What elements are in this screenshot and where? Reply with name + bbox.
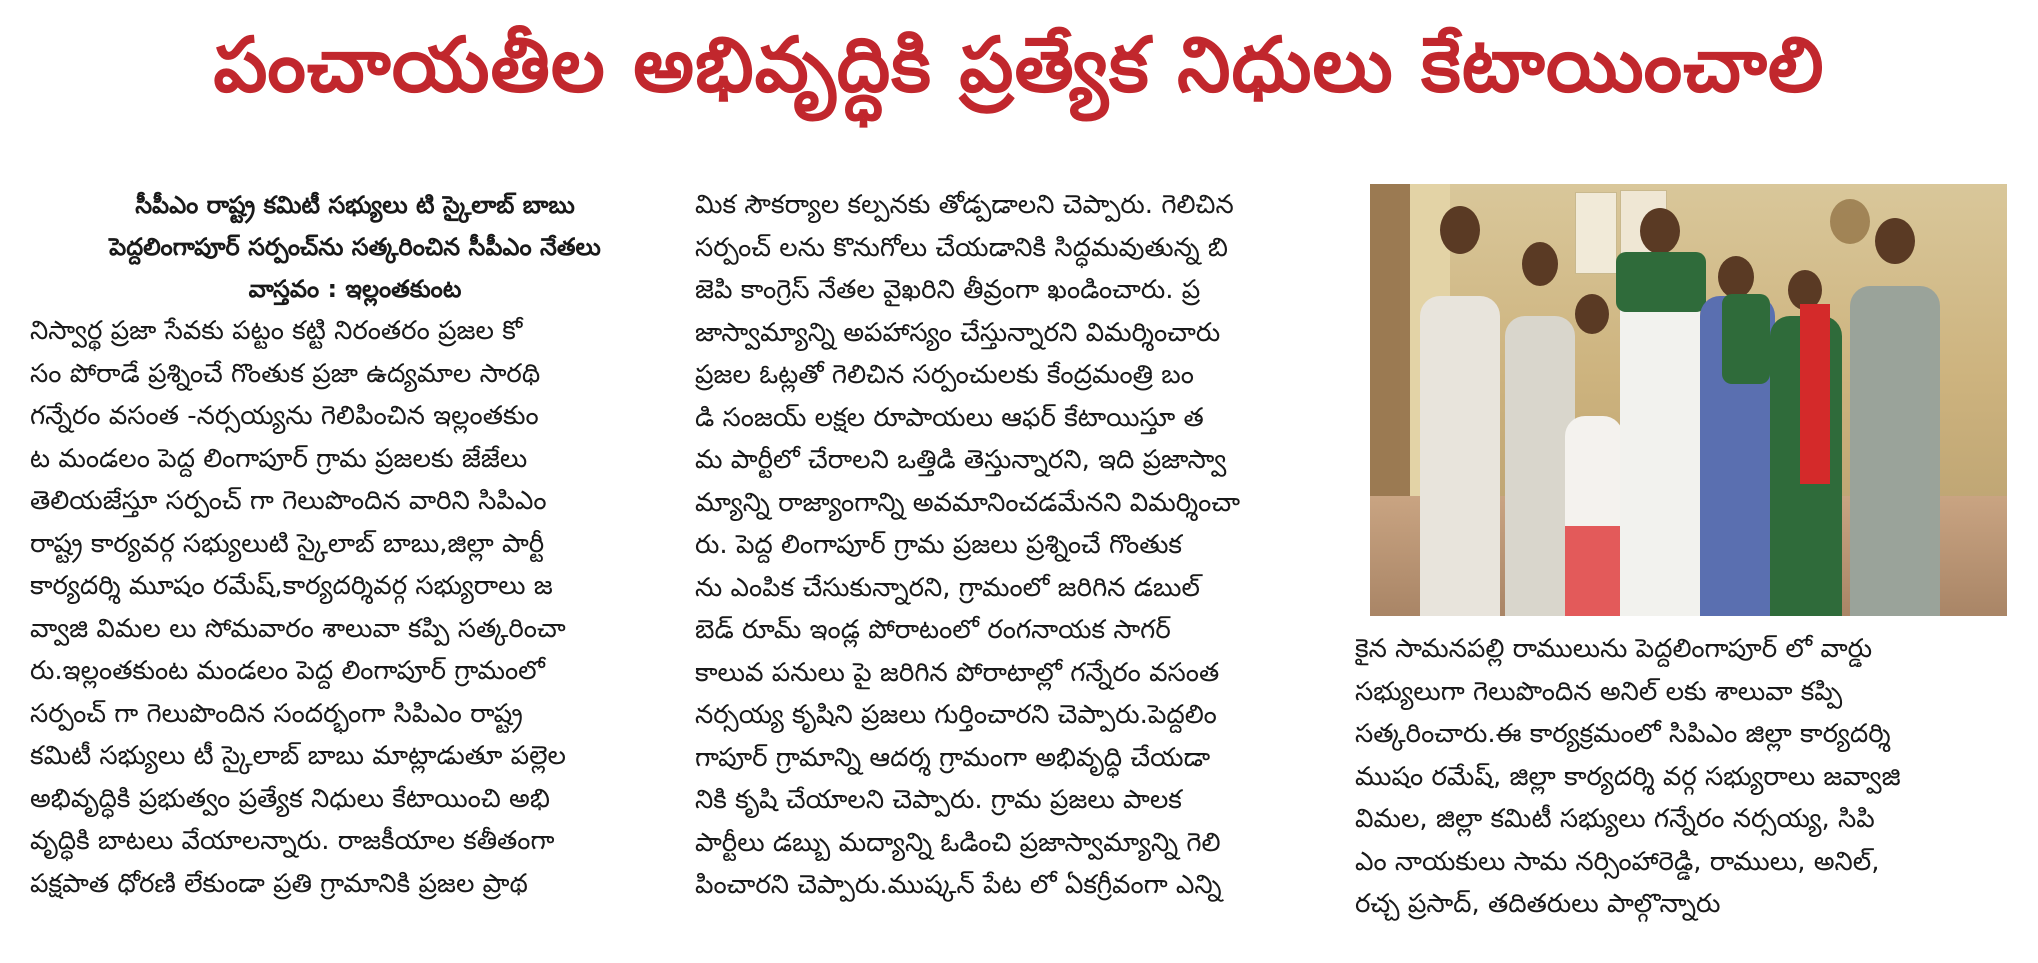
text-line: వ్వాజి విమల లు సోమవారం శాలువా కప్పి సత్కరించా — [30, 613, 566, 644]
text-line: మ పార్టీలో చేరాలని ఒత్తిడి తెస్తున్నారని, ఇది ప్రజాస్వా — [695, 445, 1227, 475]
photo-person — [1620, 276, 1700, 616]
photo-green-shawl — [1616, 252, 1706, 312]
text-line: ప్రజల ఓట్లతో గెలిచిన సర్పంచులకు కేంద్రమంత్రి బం — [695, 360, 1194, 390]
column-2 — [695, 184, 1335, 907]
text-line: పించారని చెప్పారు.ముష్కన్ పేట లో ఏకగ్రీవంగా ఎన్ని — [695, 870, 1222, 900]
text-line: రు.ఇల్లంతకుంట మండలం పెద్ద లింగాపూర్ గ్రామంలో — [30, 656, 545, 686]
text-line: పక్షపాత ధోరణి లేకుండా ప్రతి గ్రామానికి ప్రజల ప్రాథ — [30, 868, 528, 899]
text-line: సత్కరించారు.ఈ కార్యక్రమంలో సిపిఎం జిల్లా కార్యదర్శి — [1355, 719, 1891, 749]
text-line: ట మండలం పెద్ద లింగాపూర్ గ్రామ ప్రజలకు జేజేలు — [30, 443, 528, 474]
text-line: మిక సౌకర్యాల కల్పనకు తోడ్పడాలని చెప్పారు. గెలిచిన — [695, 190, 1234, 220]
photo-calendar — [1575, 192, 1617, 274]
photo-person — [1420, 296, 1500, 616]
text-line: వృద్ధికి బాటలు వేయాలన్నారు. రాజకీయాల కతీతంగా — [30, 826, 555, 856]
text-line: జాస్వామ్యాన్ని అపహాస్యం చేస్తున్నారని విమర్శించారు — [695, 317, 1221, 348]
column-3-text — [1355, 628, 2005, 926]
text-line: రాష్ట్ర కార్యవర్గ సభ్యులుటి స్కైలాబ్ బాబు,జిల్లా పార్టీ — [30, 528, 545, 559]
text-line: విమల, జిల్లా కమిటీ సభ్యులు గన్నేరం నర్సయ్య, సిపి — [1355, 804, 1875, 834]
subhead-2: పెద్దలింగాపూర్ సర్పంచ్‌ను సత్కరించిన సీపీఎం నేతలు — [109, 233, 601, 261]
text-line: సర్పంచ్ లను కొనుగోలు చేయడానికి సిద్ధమవుతున్న బి — [695, 232, 1228, 263]
photo-person-head — [1522, 242, 1558, 286]
photo-person — [1565, 416, 1623, 616]
text-line: కాలువ పనులు పై జరిగిన పోరాటాల్లో గన్నేరం వసంత — [695, 657, 1220, 688]
text-line: కైన సామనపల్లి రాములును పెద్దలింగాపూర్ లో వార్డు — [1355, 634, 1873, 664]
text-line: తెలియజేస్తూ సర్పంచ్ గా గెలుపొందిన వారిని సిపిఎం — [30, 486, 547, 516]
column-2-text — [695, 184, 1335, 907]
photo-person — [1850, 286, 1940, 616]
photo-red-shawl — [1800, 304, 1830, 484]
photo-person-head — [1440, 206, 1480, 254]
text-line: సర్పంచ్ గా గెలుపొందిన సందర్భంగా సిపిఎం రాష్ట్ర — [30, 698, 523, 729]
photo-person-head — [1575, 294, 1609, 334]
photo-wall-decoration — [1830, 199, 1870, 244]
photo-person-head — [1875, 218, 1915, 264]
text-line: నర్సయ్య కృషిని ప్రజలు గుర్తించారని చెప్పారు.పెద్దలిం — [695, 700, 1217, 730]
news-photo — [1370, 184, 2007, 616]
photo-person-head — [1718, 256, 1754, 298]
subhead-1: సీపీఎం రాష్ట్ర కమిటీ సభ్యులు టి స్కైలాబ్ బాబు — [135, 191, 575, 219]
text-line: సం పోరాడే ప్రశ్నించే గొంతుక ప్రజా ఉద్యమాల సారథి — [30, 358, 541, 389]
text-line: కమిటీ సభ్యులు టీ స్కైలాబ్ బాబు మాట్లాడుతూ పల్లెల — [30, 741, 566, 771]
column-1 — [30, 184, 680, 905]
text-line: జెపి కాంగ్రెస్ నేతల వైఖరిని తీవ్రంగా ఖండించారు. ప్ర — [695, 275, 1201, 305]
text-line: గాపూర్ గ్రామాన్ని ఆదర్శ గ్రామంగా అభివృద్ధి చేయడా — [695, 742, 1211, 773]
column-1-text — [30, 310, 680, 905]
text-line: అభివృద్ధికి ప్రభుత్వం ప్రత్యేక నిధులు కేటాయించి అభి — [30, 783, 550, 814]
dateline: వాస్తవం : ఇల్లంతకుంట — [248, 275, 462, 303]
text-line: కార్యదర్శి మూషం రమేష్,కార్యదర్శివర్గ సభ్యురాలు జ — [30, 571, 553, 601]
text-line: నిస్వార్థ ప్రజా సేవకు పట్టం కట్టి నిరంతరం ప్రజల కో — [30, 316, 523, 346]
text-line: గన్నేరం వసంత -నర్సయ్యను గెలిపించిన ఇల్లంతకుం — [30, 401, 539, 431]
text-line: రచ్చ ప్రసాద్, తదితరులు పాల్గొన్నారు — [1355, 889, 1721, 919]
text-line: ను ఎంపిక చేసుకున్నారని, గ్రామంలో జరిగిన డబుల్ — [695, 572, 1200, 603]
text-line: మ్యాన్ని రాజ్యాంగాన్ని అవమానించడమేనని విమర్శించా — [695, 487, 1241, 518]
text-line: బెడ్ రూమ్ ఇండ్ల పోరాటంలో రంగనాయక సాగర్ — [695, 615, 1171, 645]
photo-green-shawl — [1722, 294, 1770, 384]
text-line: ఎం నాయకులు సామ నర్సింహారెడ్డి, రాములు, అనిల్, — [1355, 846, 1880, 877]
text-line: డి సంజయ్ లక్షల రూపాయలు ఆఫర్ కేటాయిస్తూ త — [695, 402, 1204, 433]
text-line: నికి కృషి చేయాలని చెప్పారు. గ్రామ ప్రజలు పాలక — [695, 785, 1182, 815]
text-line: పార్టీలు డబ్బు మద్యాన్ని ఓడించి ప్రజాస్వామ్యాన్ని గెలి — [695, 827, 1221, 858]
column-3 — [1355, 628, 2005, 926]
text-line: ముషం రమేష్, జిల్లా కార్యదర్శి వర్గ సభ్యురాలు జవ్వాజి — [1355, 761, 1901, 792]
text-line: సభ్యులుగా గెలుపొందిన అనిల్ లకు శాలువా కప్పి — [1355, 676, 1843, 707]
photo-person-head — [1640, 208, 1680, 254]
headline: పంచాయతీల అభివృద్ధికి ప్రత్యేక నిధులు కేటాయించాలి — [213, 20, 1825, 109]
text-line: రు. పెద్ద లింగాపూర్ గ్రామ ప్రజలు ప్రశ్నించే గొంతుక — [695, 530, 1183, 560]
